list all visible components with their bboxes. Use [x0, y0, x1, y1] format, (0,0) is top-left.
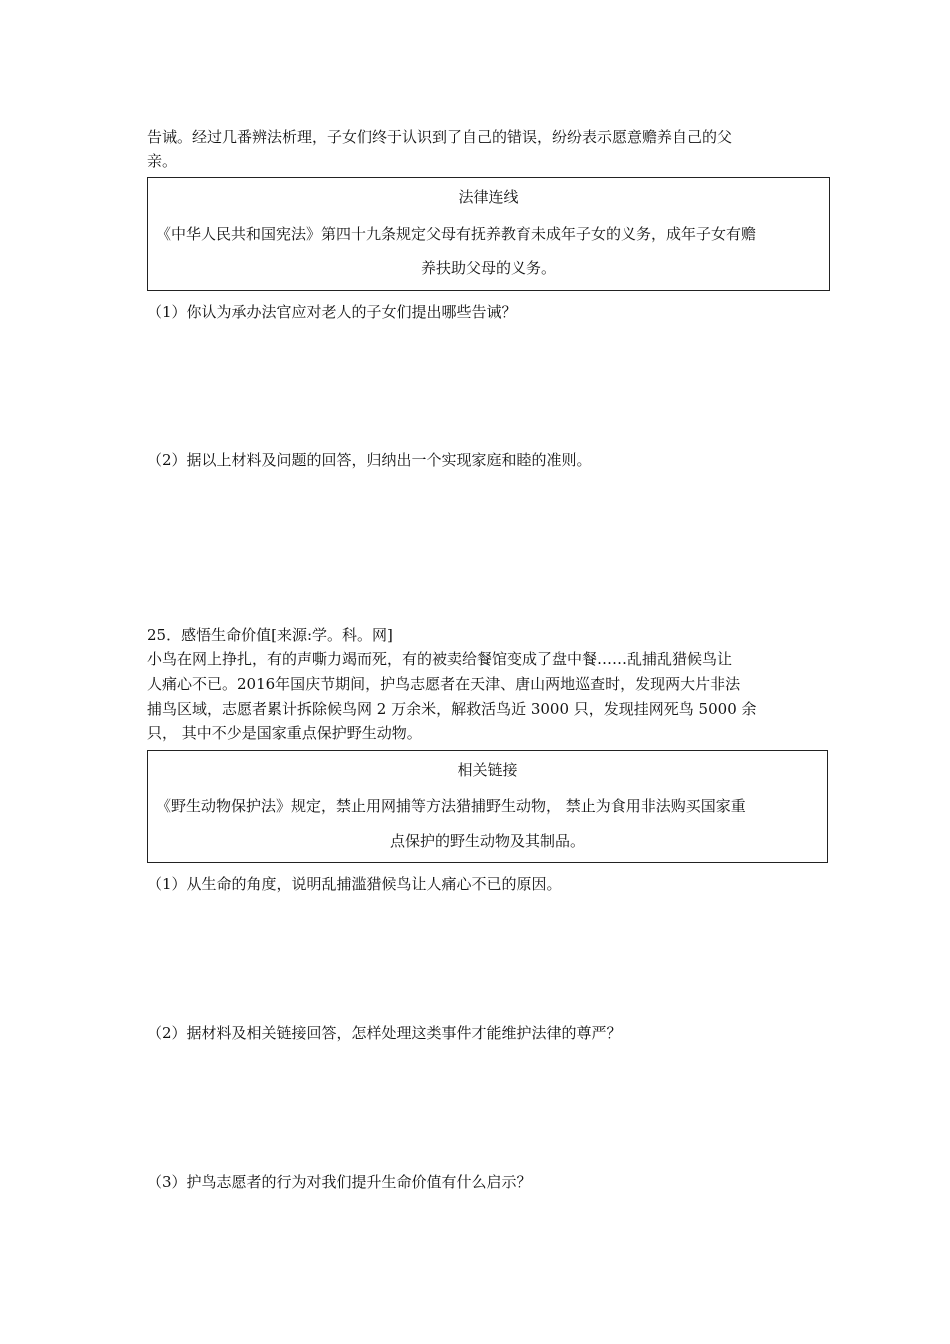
intro-line-2: 亲。: [147, 152, 178, 170]
related-link-line-2: 点保护的野生动物及其制品。: [389, 832, 585, 850]
question-25-2: （2）据材料及相关链接回答，怎样处理这类事件才能维护法律的尊严？: [147, 1024, 622, 1042]
question-25-1: （1）从生命的角度，说明乱捕滥猎候鸟让人痛心不已的原因。: [147, 875, 562, 893]
q25-paragraph-line-3: 捕鸟区域，志愿者累计拆除候鸟网 2 万余米，解救活鸟近 3000 只，发现挂网死鸟 5000 余: [147, 700, 757, 718]
q25-paragraph-line-4: 只， 其中不少是国家重点保护野生动物。: [147, 724, 422, 742]
question-25-heading: 25．感悟生命价值[来源:学。科。网]: [147, 626, 393, 644]
question-24-2: （2）据以上材料及问题的回答，归纳出一个实现家庭和睦的准则。: [147, 451, 592, 469]
related-link-title: 相关链接: [457, 761, 518, 779]
legal-link-title: 法律连线: [458, 188, 519, 206]
legal-link-box: [147, 177, 830, 291]
q25-paragraph-line-2: 人痛心不已。2016年国庆节期间，护鸟志愿者在天津、唐山两地巡查时，发现两大片非法: [147, 675, 741, 693]
intro-line-1: 告诫。经过几番辨法析理，子女们终于认识到了自己的错误，纷纷表示愿意赡养自己的父: [147, 128, 733, 146]
related-link-box: [147, 750, 828, 863]
q25-paragraph-line-1: 小鸟在网上挣扎，有的声嘶力竭而死，有的被卖给餐馆变成了盘中餐……乱捕乱猎候鸟让: [147, 650, 733, 668]
legal-link-line-2: 养扶助父母的义务。: [420, 259, 556, 277]
legal-link-line-1: 《中华人民共和国宪法》第四十九条规定父母有抚养教育未成年子女的义务，成年子女有赡: [156, 225, 757, 243]
question-25-3: （3）护鸟志愿者的行为对我们提升生命价值有什么启示？: [147, 1173, 532, 1191]
question-24-1: （1）你认为承办法官应对老人的子女们提出哪些告诫？: [147, 303, 517, 321]
related-link-line-1: 《野生动物保护法》规定，禁止用网捕等方法猎捕野生动物， 禁止为食用非法购买国家重: [156, 797, 746, 815]
